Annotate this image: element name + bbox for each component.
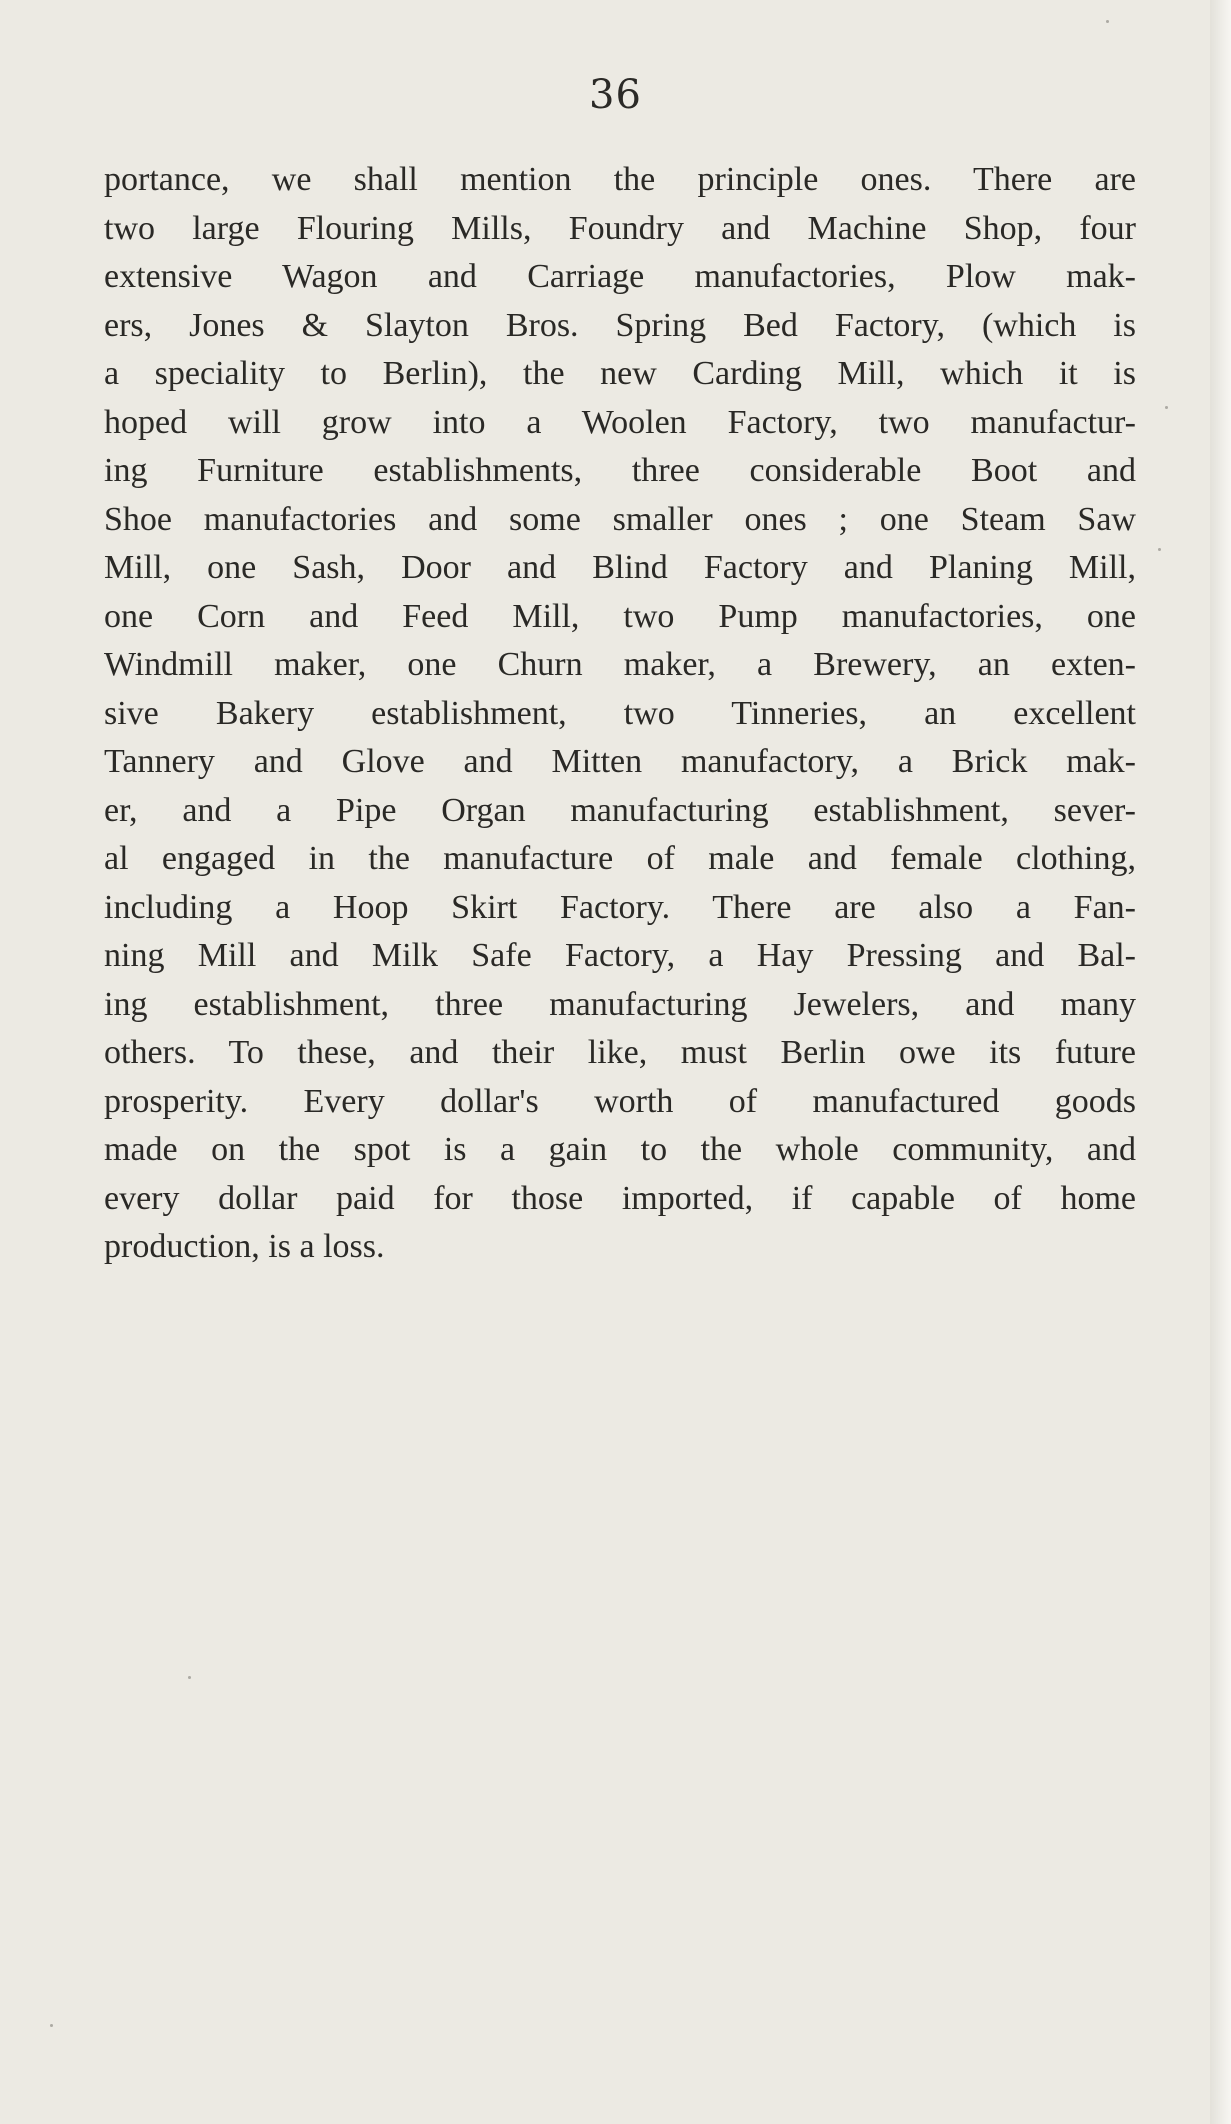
text-line: sive Bakery establishment, two Tinneries, an excellent xyxy=(104,694,1136,732)
text-line: er, and a Pipe Organ manufacturing establishment, sever- xyxy=(104,791,1136,829)
text-line: every dollar paid for those imported, if capable of home xyxy=(104,1179,1136,1217)
body-text xyxy=(104,156,1136,1272)
text-line: a speciality to Berlin), the new Carding Mill, which it is xyxy=(104,355,1136,392)
text-line: made on the spot is a gain to the whole community, and xyxy=(104,1131,1136,1168)
text-line: ers, Jones & Slayton Bros. Spring Bed Factory, (which is xyxy=(104,306,1136,344)
text-line: Mill, one Sash, Door and Blind Factory and Planing Mill, xyxy=(104,549,1136,586)
paper-speck xyxy=(1106,20,1109,23)
text-line: portance, we shall mention the principle ones. There are xyxy=(104,161,1136,198)
text-line: including a Hoop Skirt Factory. There are also a Fan- xyxy=(104,888,1136,926)
text-line: extensive Wagon and Carriage manufactories, Plow mak- xyxy=(104,258,1136,295)
text-line: Windmill maker, one Churn maker, a Brewery, an exten- xyxy=(104,646,1136,683)
text-line: prosperity. Every dollar's worth of manufactured goods xyxy=(104,1082,1136,1120)
text-line: one Corn and Feed Mill, two Pump manufactories, one xyxy=(104,597,1136,635)
text-line: hoped will grow into a Woolen Factory, two manufactur- xyxy=(104,403,1136,441)
text-line: Shoe manufactories and some smaller ones ; one Steam Saw xyxy=(104,500,1136,538)
text-line: others. To these, and their like, must Berlin owe its future xyxy=(104,1034,1136,1071)
paper-speck xyxy=(50,2024,53,2027)
text-line: Tannery and Glove and Mitten manufactory, a Brick mak- xyxy=(104,743,1136,780)
text-line: al engaged in the manufacture of male and female clothing, xyxy=(104,840,1136,877)
text-line: ing Furniture establishments, three considerable Boot and xyxy=(104,452,1136,489)
paper-speck xyxy=(188,1676,191,1679)
text-line: production, is a loss. xyxy=(104,1228,385,1265)
paper-speck xyxy=(1158,548,1161,551)
page-number: 36 xyxy=(589,72,642,118)
text-line: ning Mill and Milk Safe Factory, a Hay Pressing and Bal- xyxy=(104,937,1136,974)
text-line: ing establishment, three manufacturing Jewelers, and many xyxy=(104,985,1136,1023)
page-edge xyxy=(1210,0,1231,2124)
text-line: two large Flouring Mills, Foundry and Machine Shop, four xyxy=(104,209,1136,247)
paper-speck xyxy=(1165,406,1168,409)
